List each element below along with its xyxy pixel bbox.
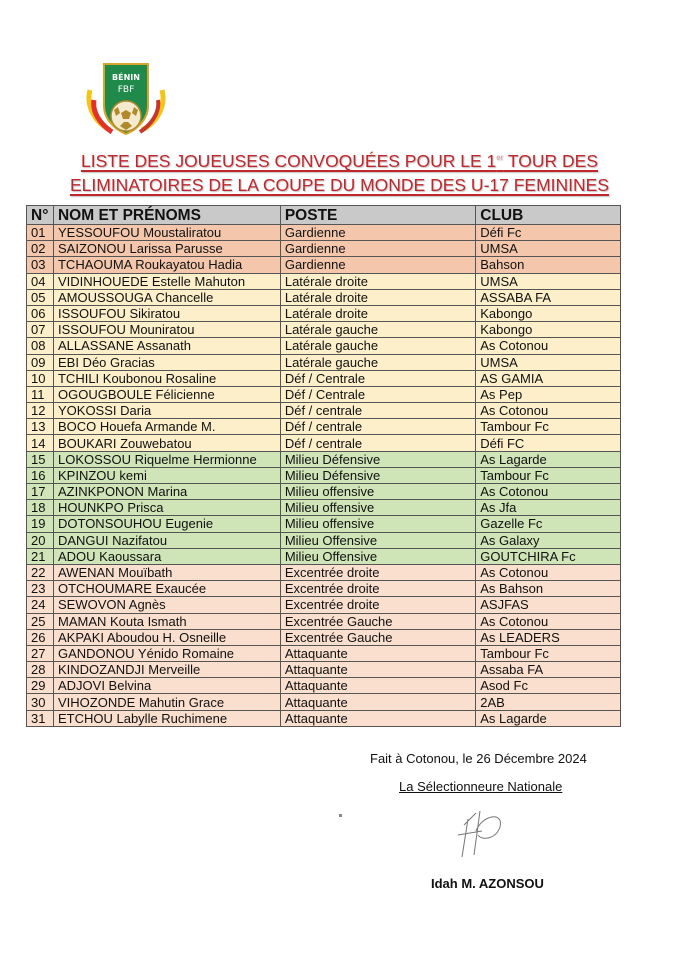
player-club: As Galaxy [476,532,621,548]
place-and-date: Fait à Cotonou, le 26 Décembre 2024 [370,751,587,766]
title-line-1: LISTE DES JOUEUSES CONVOQUÉES POUR LE 1er TOUR DES [80,150,599,171]
player-number: 06 [27,305,54,321]
table-row [27,484,621,500]
player-number: 16 [27,467,54,483]
player-club: Défi Fc [476,225,621,241]
table-row [27,241,621,257]
player-position: Excentrée droite [280,597,475,613]
player-club: Tambour Fc [476,467,621,483]
player-name: VIDINHOUEDE Estelle Mahuton [53,273,280,289]
federation-crest-icon [84,60,168,140]
player-name: EBI Déo Gracias [53,354,280,370]
player-name: GANDONOU Yénido Romaine [53,645,280,661]
player-position: Latérale gauche [280,338,475,354]
player-position: Excentrée droite [280,581,475,597]
player-position: Milieu offensive [280,516,475,532]
player-number: 27 [27,645,54,661]
player-position: Attaquante [280,645,475,661]
player-position: Attaquante [280,678,475,694]
player-number: 15 [27,451,54,467]
table-row [27,694,621,710]
player-number: 12 [27,403,54,419]
signature-icon [452,805,512,861]
player-position: Milieu Offensive [280,548,475,564]
player-name: AWENAN Mouïbath [53,564,280,580]
player-club: As Pep [476,386,621,402]
player-number: 11 [27,386,54,402]
player-number: 01 [27,225,54,241]
player-position: Milieu Défensive [280,451,475,467]
player-club: As Cotonou [476,338,621,354]
table-row [27,548,621,564]
player-position: Gardienne [280,241,475,257]
player-club: As Cotonou [476,403,621,419]
player-position: Déf / centrale [280,435,475,451]
table-row [27,645,621,661]
player-club: Tambour Fc [476,419,621,435]
player-number: 28 [27,662,54,678]
player-club: 2AB [476,694,621,710]
player-position: Latérale droite [280,289,475,305]
player-club: Bahson [476,257,621,273]
player-club: Gazelle Fc [476,516,621,532]
player-name: MAMAN Kouta Ismath [53,613,280,629]
table-row [27,564,621,580]
player-number: 17 [27,484,54,500]
player-name: ISSOUFOU Sikiratou [53,305,280,321]
table-row [27,386,621,402]
player-name: VIHOZONDE Mahutin Grace [53,694,280,710]
player-number: 30 [27,694,54,710]
player-number: 19 [27,516,54,532]
player-number: 25 [27,613,54,629]
signature [452,805,512,861]
player-club: Kabongo [476,305,621,321]
table-row [27,629,621,645]
player-number: 14 [27,435,54,451]
signatory-name: Idah M. AZONSOU [431,876,544,891]
player-club: ASJFAS [476,597,621,613]
player-name: AMOUSSOUGA Chancelle [53,289,280,305]
player-number: 20 [27,532,54,548]
player-number: 02 [27,241,54,257]
player-name: DANGUI Nazifatou [53,532,280,548]
player-number: 22 [27,564,54,580]
player-number: 31 [27,710,54,726]
player-club: As Cotonou [476,484,621,500]
player-club: UMSA [476,354,621,370]
player-club: AS GAMIA [476,370,621,386]
player-club: As Jfa [476,500,621,516]
player-position: Latérale droite [280,305,475,321]
player-number: 09 [27,354,54,370]
player-club: As LEADERS [476,629,621,645]
player-name: DOTONSOUHOU Eugenie [53,516,280,532]
player-roster-table [26,205,621,727]
player-position: Déf / Centrale [280,370,475,386]
table-row [27,225,621,241]
table-body [27,225,621,727]
player-name: KINDOZANDJI Merveille [53,662,280,678]
player-name: AZINKPONON Marina [53,484,280,500]
player-name: SAIZONOU Larissa Parusse [53,241,280,257]
player-position: Attaquante [280,694,475,710]
table-row [27,597,621,613]
player-number: 05 [27,289,54,305]
player-number: 21 [27,548,54,564]
player-number: 04 [27,273,54,289]
player-name: TCHILI Koubonou Rosaline [53,370,280,386]
player-club: As Lagarde [476,710,621,726]
player-position: Gardienne [280,257,475,273]
player-number: 18 [27,500,54,516]
player-name: HOUNKPO Prisca [53,500,280,516]
player-number: 10 [27,370,54,386]
player-position: Milieu offensive [280,500,475,516]
player-club: Défi FC [476,435,621,451]
player-name: OGOUGBOULE Félicienne [53,386,280,402]
table-row [27,516,621,532]
player-name: OTCHOUMARE Exaucée [53,581,280,597]
table-row [27,662,621,678]
table-row [27,370,621,386]
header-name: NOM ET PRÉNOMS [53,206,280,225]
table-row [27,354,621,370]
player-club: UMSA [476,241,621,257]
player-club: Kabongo [476,322,621,338]
player-position: Déf / Centrale [280,386,475,402]
player-position: Milieu Défensive [280,467,475,483]
document-title [0,146,679,197]
table-row [27,289,621,305]
player-position: Latérale gauche [280,322,475,338]
table-row [27,678,621,694]
player-position: Excentrée droite [280,564,475,580]
player-position: Excentrée Gauche [280,629,475,645]
player-club: As Bahson [476,581,621,597]
table-row [27,532,621,548]
player-name: YESSOUFOU Moustaliratou [53,225,280,241]
svg-text:BÉNIN: BÉNIN [112,73,140,82]
player-position: Déf / centrale [280,403,475,419]
player-name: ISSOUFOU Mouniratou [53,322,280,338]
table-row [27,467,621,483]
player-position: Milieu offensive [280,484,475,500]
player-name: TCHAOUMA Roukayatou Hadia [53,257,280,273]
player-name: BOUKARI Zouwebatou [53,435,280,451]
scan-speck [339,814,342,817]
player-name: ADOU Kaoussara [53,548,280,564]
player-name: ALLASSANE Assanath [53,338,280,354]
player-position: Déf / centrale [280,419,475,435]
player-position: Latérale gauche [280,354,475,370]
table-row [27,710,621,726]
player-club: As Lagarde [476,451,621,467]
player-number: 26 [27,629,54,645]
table-row [27,338,621,354]
player-club: As Cotonou [476,613,621,629]
player-number: 13 [27,419,54,435]
player-name: ADJOVI Belvina [53,678,280,694]
player-club: Asod Fc [476,678,621,694]
player-name: YOKOSSI Daria [53,403,280,419]
player-number: 23 [27,581,54,597]
player-club: GOUTCHIRA Fc [476,548,621,564]
player-name: AKPAKI Aboudou H. Osneille [53,629,280,645]
table-row [27,581,621,597]
player-club: ASSABA FA [476,289,621,305]
player-position: Attaquante [280,662,475,678]
table-row [27,305,621,321]
table-row [27,613,621,629]
header-number: N° [27,206,54,225]
player-club: Assaba FA [476,662,621,678]
player-number: 24 [27,597,54,613]
player-position: Latérale droite [280,273,475,289]
svg-text:FBF: FBF [117,85,135,95]
player-club: As Cotonou [476,564,621,580]
player-number: 29 [27,678,54,694]
player-club: UMSA [476,273,621,289]
table-row [27,435,621,451]
player-number: 08 [27,338,54,354]
player-club: Tambour Fc [476,645,621,661]
table-row [27,322,621,338]
table-row [27,500,621,516]
player-name: ETCHOU Labylle Ruchimene [53,710,280,726]
player-name: LOKOSSOU Riquelme Hermionne [53,451,280,467]
title-line-2: ELIMINATOIRES DE LA COUPE DU MONDE DES U-17 FEMININES [69,174,610,195]
player-number: 03 [27,257,54,273]
table-row [27,257,621,273]
player-position: Attaquante [280,710,475,726]
benin-fbf-logo [84,60,168,140]
table-row [27,403,621,419]
signatory-role: La Sélectionneure Nationale [399,779,563,794]
table-header-row [27,206,621,225]
player-name: SEWOVON Agnès [53,597,280,613]
player-position: Excentrée Gauche [280,613,475,629]
table-row [27,273,621,289]
player-position: Gardienne [280,225,475,241]
player-name: BOCO Houefa Armande M. [53,419,280,435]
header-poste: POSTE [280,206,475,225]
player-position: Milieu Offensive [280,532,475,548]
table-row [27,419,621,435]
header-club: CLUB [476,206,621,225]
table-row [27,451,621,467]
player-number: 07 [27,322,54,338]
player-name: KPINZOU kemi [53,467,280,483]
